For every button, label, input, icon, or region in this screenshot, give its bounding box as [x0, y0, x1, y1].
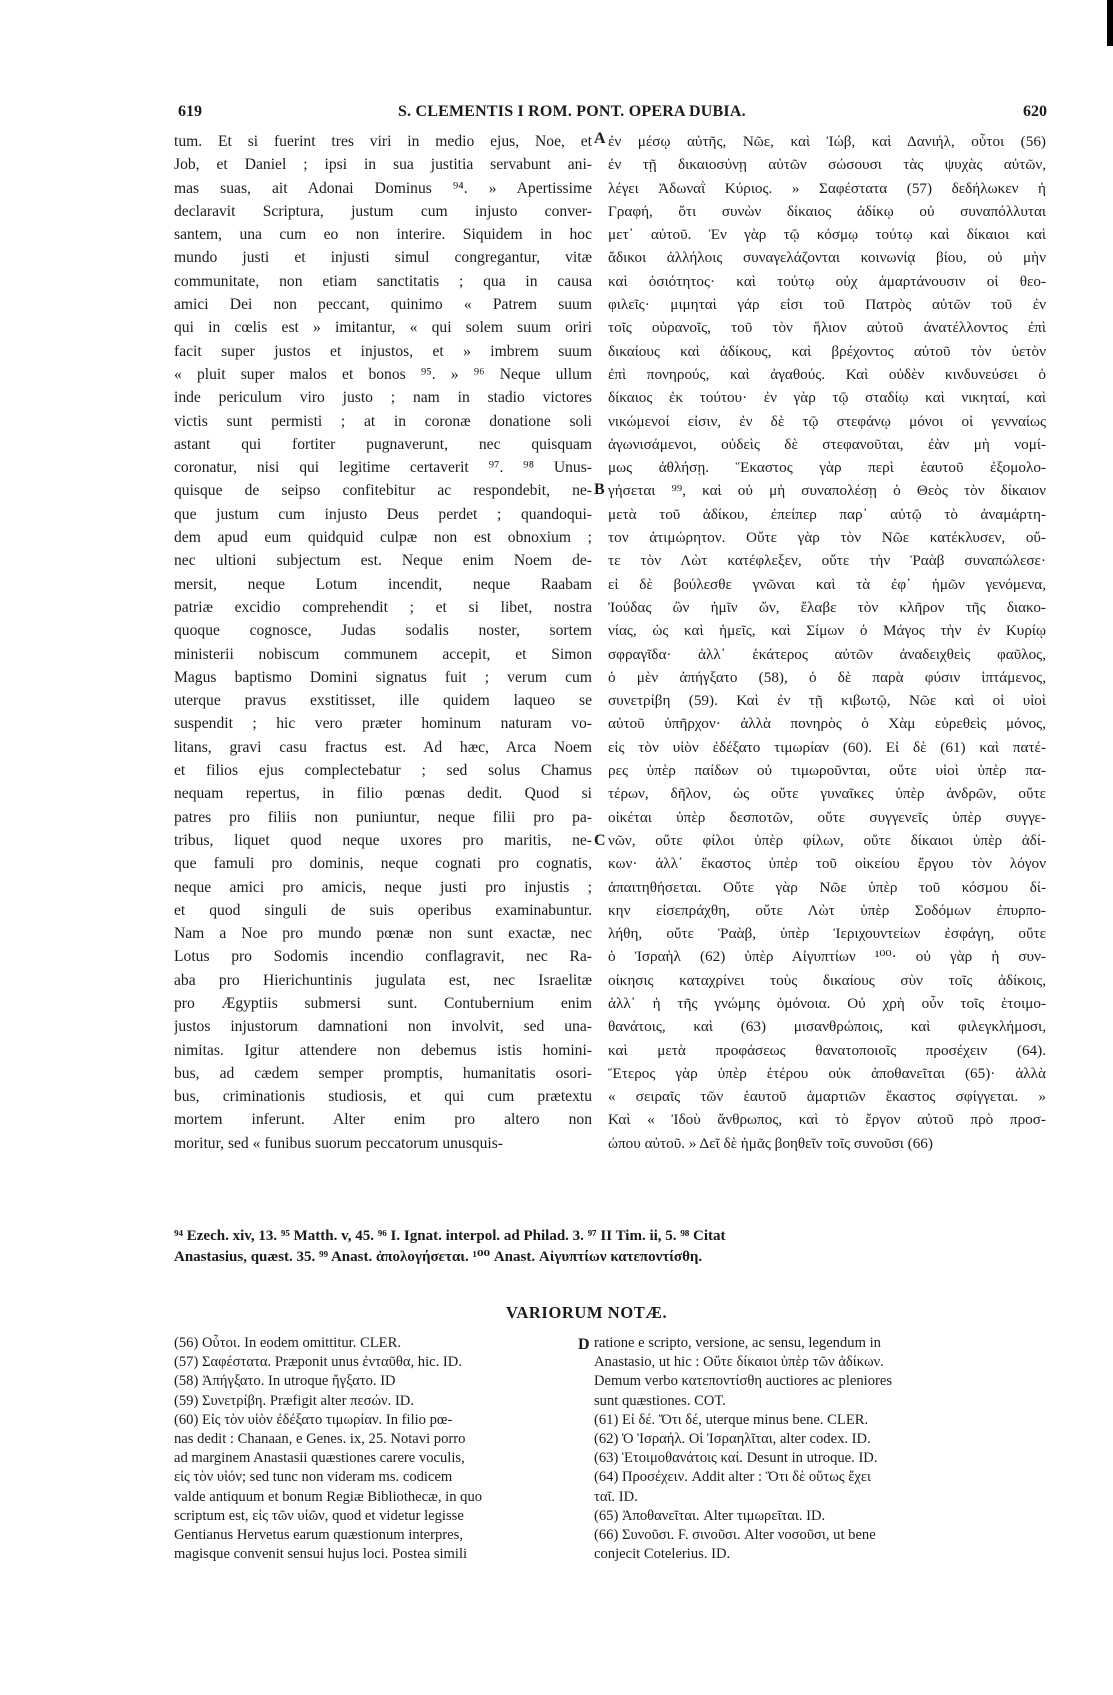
latin-line: amici Dei non peccant, quinimo « Patrem suum — [174, 296, 592, 314]
note-line: scriptum est, εἰς τῶν υἱῶν, quod et videtur legisse — [174, 1507, 464, 1524]
note-line: nas dedit : Chanaan, e Genes. ix, 25. Notavi porro — [174, 1431, 466, 1448]
note-line: (60) Εἰς τὸν υἱὸν ἐδέξατο τιμωρίαν. In filio pœ- — [174, 1411, 453, 1428]
latin-line: Magus baptismo Domini signatus fuit ; verum cum — [174, 668, 592, 686]
latin-line: suspendit ; hic vero præter hominum naturam vo- — [174, 715, 592, 733]
latin-line: mundo justi et injusti simul congregantur, vitæ — [174, 249, 592, 267]
note-line: (58) Ἀπήγξατο. In utroque ἤγξατο. ID — [174, 1373, 396, 1390]
latin-line: Job, et Daniel ; ipsi in sua justitia servabunt ani- — [174, 156, 592, 174]
notes-heading: VARIORUM NOTÆ. — [506, 1303, 668, 1322]
greek-line: νικώμενοί εἰσιν, ἐν δὲ τῷ στεφάνῳ μόνοι οἱ γενναίως — [608, 412, 1046, 430]
greek-line: δίκαιος ἐκ τούτου· ἐν γὰρ τῷ σταδίῳ καὶ νικηταί, καὶ — [608, 389, 1046, 407]
latin-line: dem apud eum quidquid culpæ non est obnoxium ; — [174, 529, 592, 547]
greek-line: κην εἰσεπράχθη, οὔτε Λὼτ ὑπὲρ Σοδόμων ἐπυρπο- — [608, 901, 1046, 919]
section-marker-d: D — [578, 1336, 590, 1353]
greek-line: ὁ μὲν ἀπήγξατο (58), ὁ δὲ παρὰ φύσιν ἱπτάμενος, — [608, 668, 1046, 686]
latin-line: nequam repertus, in filio pœnas dedit. Quod si — [174, 785, 592, 803]
latin-line: coronatur, nisi qui legitime certaverit ⁹⁷. ⁹⁸ Unus- — [174, 459, 592, 477]
latin-line: nimitas. Igitur attendere non debemus istis homini- — [174, 1041, 592, 1059]
latin-line: facit super justos et injustos, et » imbrem suum — [174, 342, 592, 360]
latin-line: patriæ excidio comprehendit ; et si libet, nostra — [174, 598, 592, 616]
greek-line: τέρων, δῆλον, ὡς οὔτε γυναῖκες ὑπὲρ ἀνδρῶν, οὔτε — [608, 785, 1046, 803]
note-line: εἰς τὸν υἱόν; sed tunc non videram ms. codicem — [174, 1469, 453, 1486]
greek-line: τοῖς οὐρανοῖς, τοῦ τὸν ἥλιον αὐτοῦ ἀνατέλλοντος ἐπὶ — [608, 319, 1046, 337]
note-line: magisque convenit sensui hujus loci. Postea simili — [174, 1546, 468, 1563]
note-line: (59) Συνετρίβη. Præfigit alter πεσών. ID. — [174, 1392, 414, 1409]
greek-line: ὁ Ἰσραὴλ (62) ὑπὲρ Αἰγυπτίων ¹⁰⁰· οὐ γὰρ ἡ συν- — [608, 948, 1046, 966]
greek-text-column — [608, 130, 1046, 1155]
greek-line: λέγει Ἀδωναῒ Κύριος. » Σαφέστατα (57) δεδήλωκεν ἡ — [608, 179, 1046, 197]
greek-line: μως ἀθλήσῃ. Ἕκαστος γὰρ περὶ ἑαυτοῦ ἐξομολο- — [608, 459, 1046, 477]
greek-line: ρες ὑπὲρ παίδων οὐ τιμωροῦνται, οὔτε υἱοὶ ὑπὲρ πα- — [608, 762, 1046, 780]
latin-line: mersit, neque Lotum incendit, neque Raabam — [174, 575, 592, 593]
greek-line: οίκησις καταχρίνει τοὺς δικαίους σὺν τοῖς ἀδίκοις, — [608, 971, 1046, 989]
latin-line: que famuli pro dominis, neque cognati pro cognatis, — [174, 855, 592, 873]
greek-line: καὶ ὁσιότητος· καὶ τούτῳ οὐχ ἁμαρτάνουσιν οἱ θεο- — [608, 272, 1046, 290]
latin-line: communitate, non etiam sanctitatis ; qua in causa — [174, 272, 592, 290]
note-line: sunt quæstiones. COT. — [594, 1392, 726, 1409]
latin-line: quoque cognosce, Judas sodalis noster, sortem — [174, 622, 592, 640]
notes-right-column — [594, 1334, 1046, 1564]
greek-line: ἐπὶ πονηρούς, καὶ ἀγαθούς. Καὶ οὐδὲν κινδυνεύσει ὁ — [608, 365, 1046, 383]
greek-line: ἐν μέσῳ αὐτῆς, Νῶε, καὶ Ἰώβ, καὶ Δανιήλ, οὗτοι (56) — [608, 133, 1046, 150]
greek-line: κων· ἀλλ᾽ ἕκαστος ὑπὲρ τοῦ οἰκείου ἔργου τὸν λόγον — [608, 855, 1046, 873]
greek-line: εἰς τὸν υἱὸν ἐδέξατο τιμωρίαν (60). Εἰ δὲ (61) καὶ πατέ- — [608, 738, 1046, 756]
greek-line: δικαίους καὶ ἀδίκους, καὶ βρέχοντος αὐτοῦ τὸν ὑετὸν — [608, 342, 1046, 360]
greek-line: οἰκέται ὑπὲρ δεσποτῶν, οὔτε συγγενεῖς ὑπὲρ συγγε- — [608, 808, 1046, 826]
latin-line: mas suas, ait Adonai Dominus ⁹⁴. » Apertissime — [174, 179, 592, 197]
latin-line: inde periculum viro justo ; nam in stadio victores — [174, 389, 592, 407]
note-line: (63) Ἑτοιμοθανάτοις καί. Desunt in utroque. ID. — [594, 1450, 878, 1467]
footnote-line: ⁹⁴ Ezech. xiv, 13. ⁹⁵ Matth. v, 45. ⁹⁶ I. Ignat. interpol. ad Philad. 3. ⁹⁷ II Tim. ii, 5. ⁹⁸ Citat — [174, 1228, 726, 1244]
section-marker-c: C — [594, 832, 606, 849]
note-line: conjecit Cotelerius. ID. — [594, 1546, 731, 1563]
greek-line: μετ᾽ αὐτοῦ. Ἐν γὰρ τῷ κόσμῳ τούτῳ καὶ δίκαιοι καὶ — [608, 226, 1046, 244]
latin-line: patres pro filiis non puniuntur, neque filii pro pa- — [174, 808, 592, 826]
greek-line: τε τὸν Λὼτ κατέφλεξεν, οὔτε τὴν Ῥαὰβ συναπώλεσε· — [608, 552, 1046, 570]
latin-line: « pluit super malos et bonos ⁹⁵. » ⁹⁶ Neque ullum — [174, 365, 592, 383]
greek-line: καὶ μετὰ προφάσεως θανατοποιοῖς προσέχειν (64). — [608, 1041, 1046, 1059]
latin-line: tum. Et si fuerint tres viri in medio ejus, Noe, et — [174, 133, 592, 150]
footnote-line: Anastasius, quæst. 35. ⁹⁹ Anast. ἀπολογήσεται. ¹⁰⁰ Anast. Αἰγυπτίων κατεποντίσθη. — [174, 1249, 703, 1265]
latin-line: et quod singuli de suis operibus examinabuntur. — [174, 901, 592, 919]
footnotes — [174, 1226, 1046, 1268]
greek-line: φιλεῖς· μιμηταὶ γάρ εἰσι τοῦ Πατρὸς αὐτῶν τοῦ ἐν — [608, 296, 1046, 314]
latin-line: uterque pravus exstitisset, ille quidem laqueo se — [174, 692, 592, 710]
greek-line: τον ἀτιμώρητον. Οὔτε γὰρ τὸν Νῶε κατέκλυσεν, οὔ- — [608, 529, 1046, 547]
latin-text-column — [174, 130, 592, 1155]
greek-line: ἀλλ᾽ ἡ τῆς γνώμης ὁμόνοια. Οὐ χρὴ οὖν τοῖς ἑτοιμο- — [608, 994, 1046, 1012]
greek-line: εἰ δὲ βούλεσθε γνῶναι καὶ τὰ ἐφ᾽ ἡμῶν γενόμενα, — [608, 575, 1046, 593]
latin-line: santem, una cum eo non interire. Siquidem in hoc — [174, 226, 592, 244]
latin-line: aba pro Hierichuntinis jugulata est, nec Israelitæ — [174, 971, 592, 989]
section-marker-a: A — [594, 130, 606, 147]
latin-line: litans, gravi casu fractus est. Ad hæc, Arca Noem — [174, 738, 592, 756]
greek-line: αὐτοῦ ὑπῆρχον· ἀλλὰ πονηρὸς ὁ Χὰμ εὑρεθεὶς μόνος, — [608, 715, 1046, 733]
latin-line: pro Ægyptiis submersi sunt. Contubernium enim — [174, 994, 592, 1012]
greek-line: λήθη, οὔτε Ῥαὰβ, ὑπὲρ Ἱεριχουντείων ἐσφάγη, οὔτε — [608, 925, 1046, 943]
note-line: (66) Συνοῦσι. F. σινοῦσι. Alter νοσοῦσι, ut bene — [594, 1527, 876, 1544]
greek-line: γήσεται ⁹⁹, καὶ οὐ μὴ συναπολέσῃ ὁ Θεὸς τὸν δίκαιον — [608, 482, 1046, 500]
greek-line: νῶν, οὔτε φίλοι ὑπὲρ φίλων, οὔτε δίκαιοι ὑπὲρ ἀδί- — [608, 831, 1046, 849]
page-number-left: 619 — [178, 103, 202, 120]
note-line: ταῖ. ID. — [594, 1488, 638, 1505]
greek-line: Καὶ « Ἰδοὺ ἄνθρωπος, καὶ τὸ ἔργον αὐτοῦ πρὸ προσ- — [608, 1111, 1046, 1129]
greek-line: σφραγῖδα· ἀλλ᾽ ἑκάτερος αὐτῶν ἀναδειχθεὶς φαῦλος, — [608, 645, 1046, 663]
latin-line: et filios ejus complectebatur ; sed solus Chamus — [174, 762, 592, 780]
greek-line: Ἰούδας ὢν ἡμῖν ὤν, ἔλαβε τὸν κλῆρον τῆς διακο- — [608, 598, 1046, 616]
greek-line: ἄδικοι ἀλλήλοις συναγελάζονται κοινωνίᾳ βίου, οὐ μὴν — [608, 249, 1046, 267]
note-line: valde antiquum et bonum Regiæ Bibliothecæ, in quo — [174, 1488, 483, 1505]
notes-left-column — [174, 1334, 580, 1564]
latin-line: justos injustorum damnationi non involvit, sed una- — [174, 1018, 592, 1036]
latin-line: neque amici pro amicis, neque justi pro injustis ; — [174, 878, 592, 896]
note-line: Anastasio, ut hic : Οὔτε δίκαιοι ὑπὲρ τῶν ἀδίκων. — [594, 1354, 884, 1371]
greek-line: νίας, ὡς καὶ ἡμεῖς, καὶ Σίμων ὁ Μάγος τὴν ἐν Κυρίῳ — [608, 622, 1046, 640]
latin-line: qui in cœlis est » imitantur, « qui solem suum oriri — [174, 319, 592, 337]
note-line: (62) Ὁ Ἰσραήλ. Οἱ Ἰσραηλῖται, alter codex. ID. — [594, 1431, 871, 1448]
note-line: (61) Εἰ δέ. Ὅτι δέ, uterque minus bene. CLER. — [594, 1411, 869, 1428]
latin-line: Nam a Noe pro mundo pœnæ non sunt exactæ, nec — [174, 925, 592, 943]
latin-line: tribus, liquet quod neque uxores pro maritis, ne- — [174, 831, 592, 849]
latin-line: quisque de seipso confitebitur ac respondebit, ne- — [174, 482, 592, 500]
note-line: ad marginem Anastasii quæstiones carere voculis, — [174, 1450, 465, 1467]
note-line: (64) Προσέχειν. Addit alter : Ὅτι δὲ οὕτως ἔχει — [594, 1469, 871, 1486]
greek-line: ἀπαιτηθήσεται. Οὔτε γὰρ Νῶε ὑπὲρ τοῦ κόσμου δί- — [608, 878, 1046, 896]
note-line: ratione e scripto, versione, ac sensu, legendum in — [594, 1335, 881, 1351]
latin-line: declaravit Scriptura, justum cum injusto conver- — [174, 202, 592, 220]
note-line: (57) Σαφέστατα. Præponit unus ἐνταῦθα, hic. ID. — [174, 1354, 462, 1371]
greek-line: μετὰ τοῦ ἀδίκου, ἐπείπερ παρ᾽ αὐτῷ τὸ ἀναμάρτη- — [608, 505, 1046, 523]
latin-line: astant qui fortiter pugnaverunt, nec quisquam — [174, 435, 592, 453]
latin-line: bus, ad cædem semper promptis, humanitatis osori- — [174, 1064, 592, 1082]
page-number-right: 620 — [1023, 103, 1047, 120]
latin-line: que justum cum injusto Deus perdet ; quandoqui- — [174, 505, 592, 523]
latin-line: victis sunt permisti ; at in coronæ donatione soli — [174, 412, 592, 430]
note-line: Demum verbo κατεποντίσθη auctiores ac pleniores — [594, 1373, 893, 1390]
scan-edge-mark — [1107, 0, 1113, 46]
section-marker-b: B — [594, 481, 605, 498]
note-line: Gentianus Hervetus earum quæstionum interpres, — [174, 1527, 463, 1544]
latin-line: nec ultioni subjectum est. Neque enim Noem de- — [174, 552, 592, 570]
latin-line: Lotus pro Sodomis incendio conflagravit, nec Ra- — [174, 948, 592, 966]
latin-line: moritur, sed « funibus suorum peccatorum unusquis- — [174, 1134, 503, 1152]
greek-line: ώπου αὐτοῦ. » Δεῖ δὲ ἡμᾶς βοηθεῖν τοῖς συνοῦσι (66) — [608, 1134, 933, 1152]
greek-line: συνετρίβη (59). Καὶ ἐν τῇ κιβωτῷ, Νῶε καὶ οἱ υἱοὶ — [608, 692, 1046, 710]
latin-line: ministerii nobiscum communem accepit, et Simon — [174, 645, 592, 663]
latin-line: bus, criminationis studiosis, et qui cum prætextu — [174, 1088, 592, 1106]
latin-line: mortem inferunt. Alter enim pro altero non — [174, 1111, 592, 1129]
greek-line: Ἕτερος γὰρ ὑπὲρ ἑτέρου οὐκ ἀποθανεῖται (65)· ἀλλὰ — [608, 1064, 1046, 1082]
running-title: S. CLEMENTIS I ROM. PONT. OPERA DUBIA. — [398, 103, 746, 120]
greek-line: Γραφή, ὅτι συνὼν δίκαιος ἀδίκῳ οὐ συναπόλλυται — [608, 202, 1046, 220]
greek-line: ἀγωνισάμενοι, οὐδεὶς δὲ στεφανοῦται, ἐὰν μὴ νομί- — [608, 435, 1046, 453]
greek-line: θανάτοις, καὶ (63) μισανθρώποις, καὶ φιλεγκλήμοσι, — [608, 1018, 1046, 1036]
note-line: (65) Ἀποθανεῖται. Alter τιμωρεῖται. ID. — [594, 1507, 826, 1524]
greek-line: ἐν τῇ δικαιοσύνῃ αὐτῶν σώσουσι τὰς ψυχὰς αὐτῶν, — [608, 156, 1046, 174]
note-line: (56) Οὗτοι. In eodem omittitur. CLER. — [174, 1335, 401, 1351]
greek-line: « σειραῖς τῶν ἑαυτοῦ ἁμαρτιῶν ἕκαστος σφίγγεται. » — [608, 1088, 1046, 1106]
